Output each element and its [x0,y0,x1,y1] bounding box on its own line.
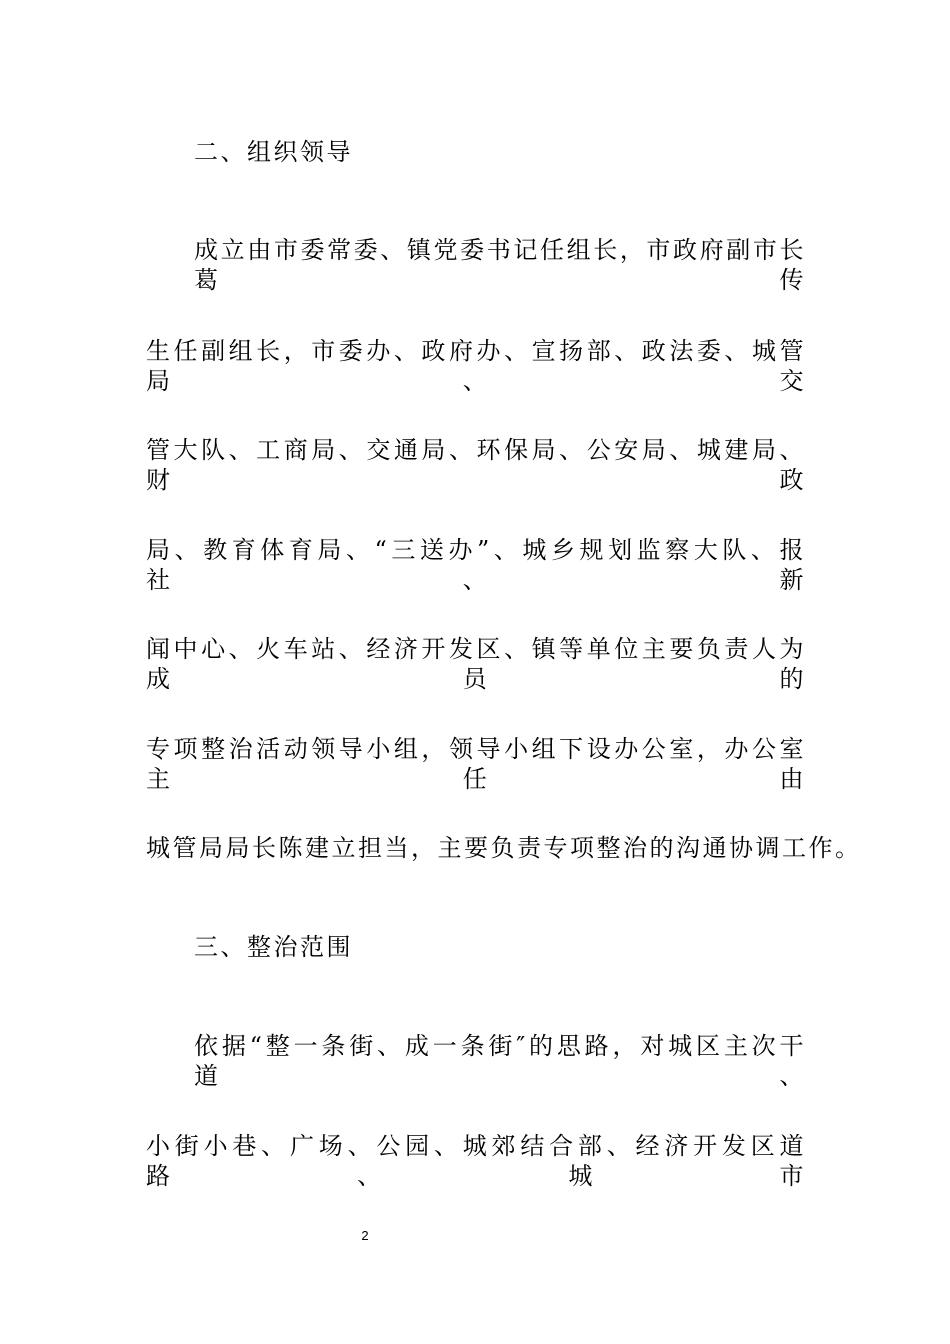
section-heading-scope: 三、整治范围 [194,933,353,961]
page-number: 2 [361,1228,369,1243]
paragraph-line: 成立由市委常委、镇党委书记任组长，市政府副市长葛传 [194,236,806,294]
paragraph-line: 管大队、工商局、交通局、环保局、公安局、城建局、财政 [146,436,806,494]
section-heading-organization: 二、组织领导 [194,138,353,166]
paragraph-line: 生任副组长，市委办、政府办、宣扬部、政法委、城管局、交 [146,337,806,395]
paragraph-line: 局、教育体育局、“三送办”、城乡规划监察大队、报社、新 [146,536,806,594]
paragraph-line: 闻中心、火车站、经济开发区、镇等单位主要负责人为成员的 [146,635,806,693]
paragraph-line: 依据“整一条街、成一条街″的思路，对城区主次干道、 [194,1032,806,1090]
paragraph-line: 专项整治活动领导小组，领导小组下设办公室，办公室主任由 [146,735,806,793]
paragraph-line: 城管局局长陈建立担当，主要负责专项整治的沟通协调工作。 [146,834,862,862]
paragraph-line: 小街小巷、广场、公园、城郊结合部、经济开发区道路、城市 [146,1132,806,1190]
